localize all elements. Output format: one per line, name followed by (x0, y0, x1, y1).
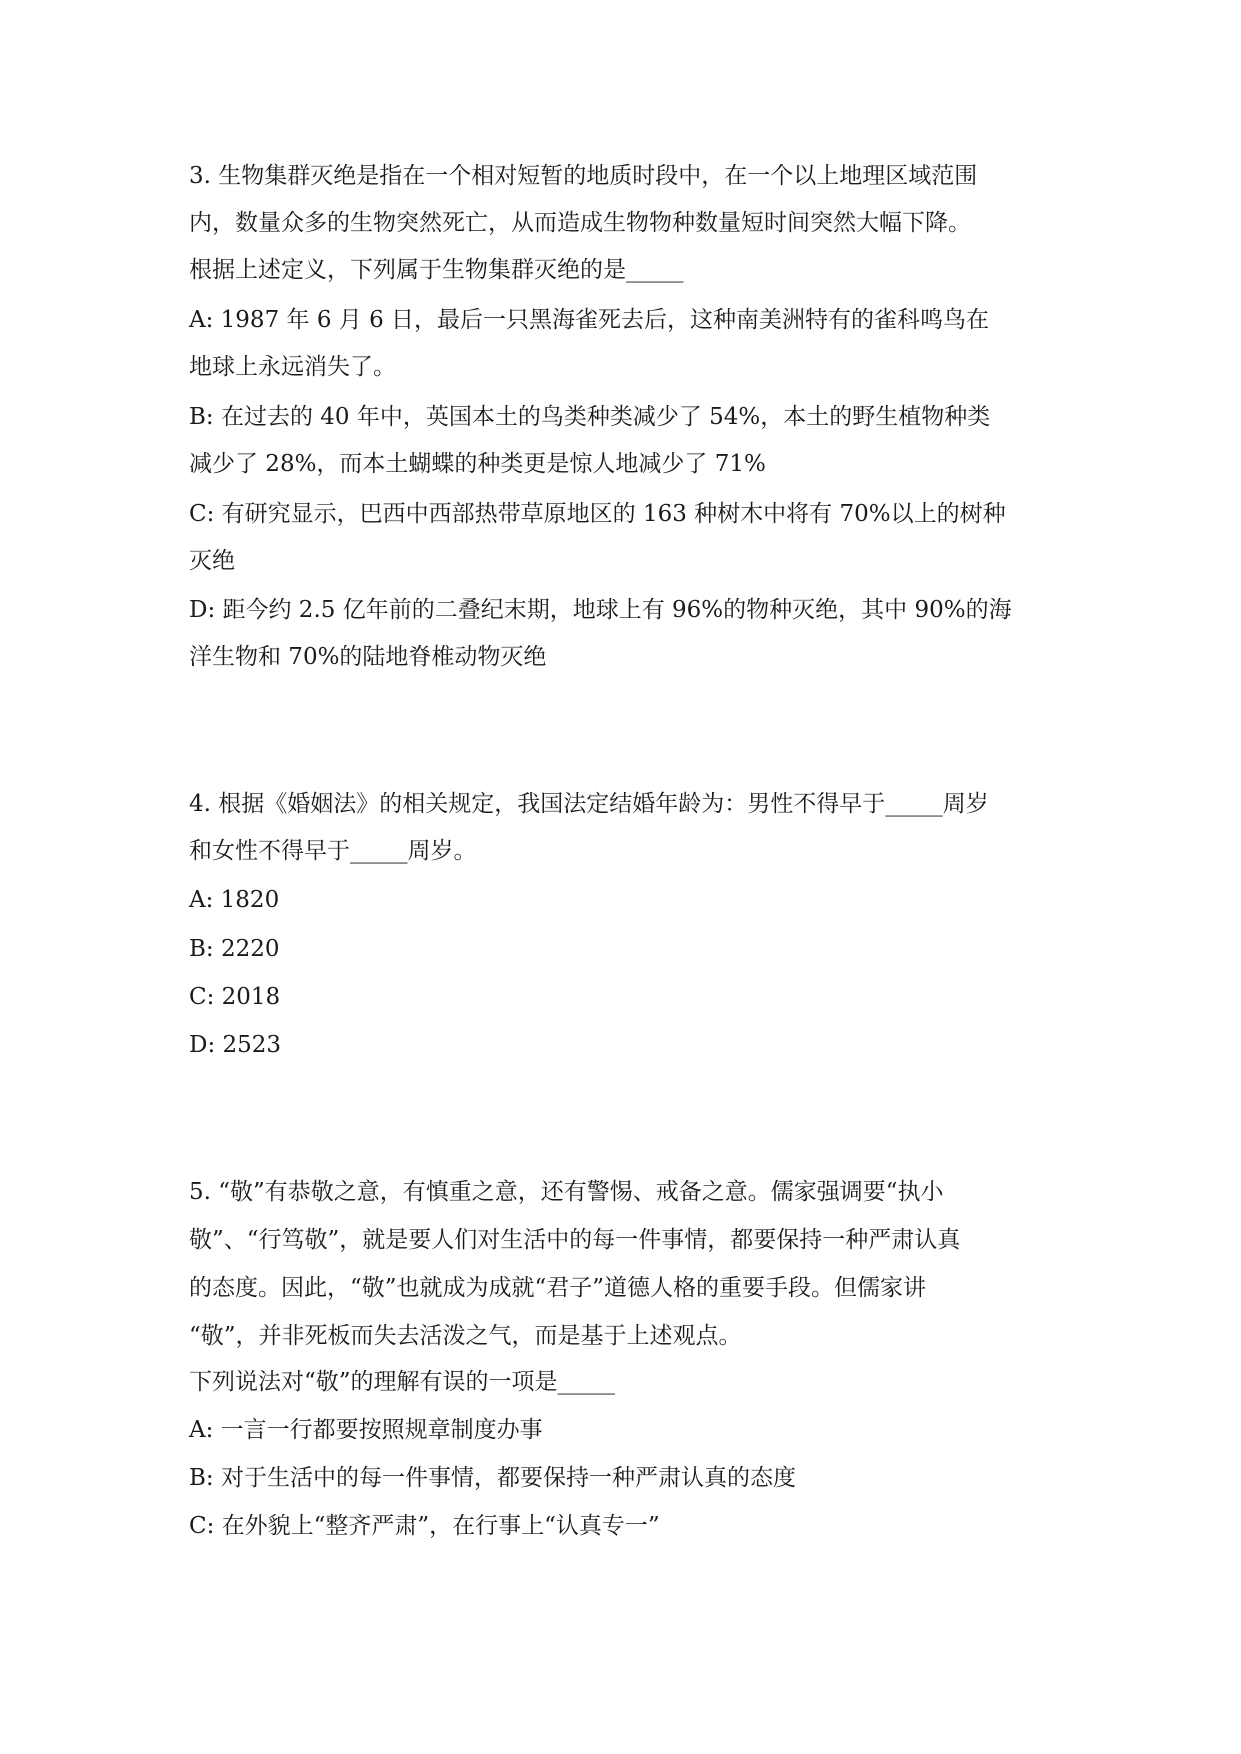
q3-option-b-line-2: 减少了 28%，而本土蝴蝶的种类更是惊人地减少了 71% (189, 451, 766, 477)
q4-option-a: A: 1820 (189, 887, 280, 913)
q5-option-a: A: 一言一行都要按照规章制度办事 (189, 1417, 543, 1443)
q5-stem-line-3: 的态度。因此，“敬”也就成为成就“君子”道德人格的重要手段。但儒家讲 (189, 1275, 927, 1301)
q4-option-c: C: 2018 (189, 984, 281, 1010)
q4-option-d: D: 2523 (189, 1032, 282, 1058)
q5-stem-line-1: 5. “敬”有恭敬之意，有慎重之意，还有警惕、戒备之意。儒家强调要“执小 (189, 1179, 944, 1205)
q3-option-a-line-1: A: 1987 年 6 月 6 日，最后一只黑海雀死去后，这种南美洲特有的雀科鸣鸟在 (189, 307, 990, 333)
q4-stem-line-2: 和女性不得早于_____周岁。 (189, 838, 477, 864)
q3-option-c-line-2: 灭绝 (189, 548, 235, 574)
q3-option-a-line-2: 地球上永远消失了。 (189, 354, 396, 380)
q5-stem-line-4: “敬”，并非死板而失去活泼之气，而是基于上述观点。 (189, 1323, 742, 1349)
q4-option-b: B: 2220 (189, 936, 280, 962)
q5-option-b: B: 对于生活中的每一件事情，都要保持一种严肃认真的态度 (189, 1465, 796, 1491)
q3-option-b-line-1: B: 在过去的 40 年中，英国本土的鸟类种类减少了 54%，本土的野生植物种类 (189, 404, 991, 430)
q3-option-c-line-1: C: 有研究显示，巴西中西部热带草原地区的 163 种树木中将有 70%以上的树种 (189, 501, 1006, 527)
q4-stem-line-1: 4. 根据《婚姻法》的相关规定，我国法定结婚年龄为：男性不得早于_____周岁 (189, 791, 989, 817)
q3-stem-line-1: 3. 生物集群灭绝是指在一个相对短暂的地质时段中，在一个以上地理区域范围 (189, 163, 978, 189)
q3-stem-line-2: 内，数量众多的生物突然死亡，从而造成生物物种数量短时间突然大幅下降。 (189, 210, 971, 236)
q3-option-d-line-1: D: 距今约 2.5 亿年前的二叠纪末期，地球上有 96%的物种灭绝，其中 90%的海 (189, 597, 1012, 623)
q3-option-d-line-2: 洋生物和 70%的陆地脊椎动物灭绝 (189, 644, 547, 670)
q3-stem-line-3: 根据上述定义，下列属于生物集群灭绝的是_____ (189, 257, 684, 283)
q5-stem-line-2: 敬”、“行笃敬”，就是要人们对生活中的每一件事情，都要保持一种严肃认真 (189, 1227, 961, 1253)
q5-stem-line-5: 下列说法对“敬”的理解有误的一项是_____ (189, 1369, 616, 1395)
q5-option-c: C: 在外貌上“整齐严肃”，在行事上“认真专一” (189, 1513, 660, 1539)
